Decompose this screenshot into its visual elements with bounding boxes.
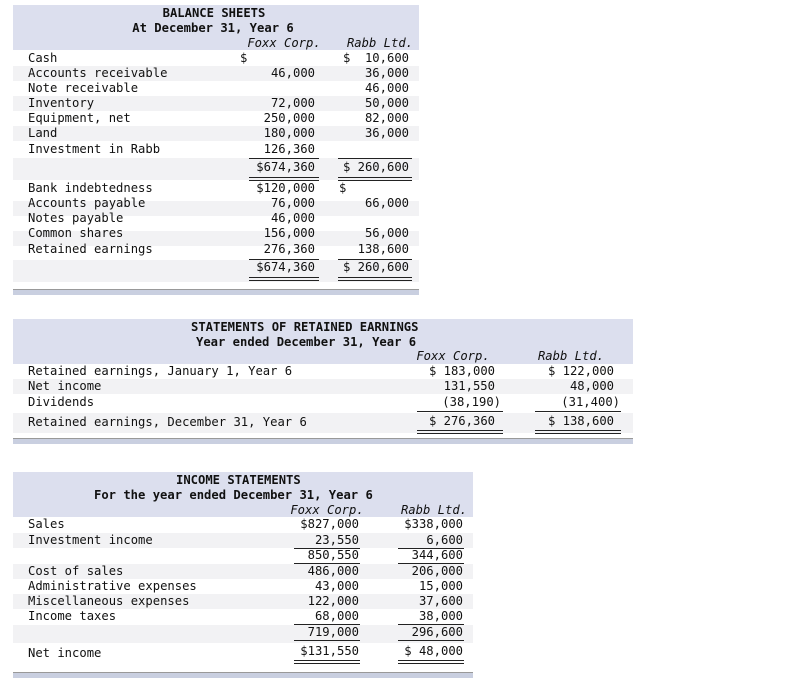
asset-label: Note receivable	[28, 81, 139, 95]
asset-foxx-value: 180,000	[263, 126, 315, 140]
panel-footer-bar	[13, 290, 419, 295]
asset-foxx-value: 126,360	[263, 142, 315, 156]
asset-label: Land	[28, 126, 58, 140]
liability-label: Common shares	[28, 226, 124, 240]
total-double-rule	[294, 660, 360, 664]
expense-foxx: 486,000	[307, 564, 359, 578]
re-row-rabb: (31,400)	[561, 395, 620, 409]
expense-total-foxx: 719,000	[307, 625, 359, 639]
expense-rabb: 37,600	[418, 594, 463, 608]
liability-foxx-value: 156,000	[263, 226, 315, 240]
re-row-foxx: $ 183,000	[428, 364, 495, 378]
net-income-foxx: $131,550	[300, 644, 359, 658]
liability-rabb-value: 66,000	[364, 196, 409, 210]
asset-foxx-value: 250,000	[263, 111, 315, 125]
expense-foxx: 43,000	[314, 579, 359, 593]
liability-label: Bank indebtedness	[28, 181, 153, 195]
liability-foxx-value: 46,000	[270, 211, 315, 225]
re-row-foxx: 131,550	[443, 379, 495, 393]
asset-rabb-value: 36,000	[364, 126, 409, 140]
retained-earnings-panel	[13, 319, 633, 447]
asset-rabb-value: 46,000	[364, 81, 409, 95]
asset-label: Accounts receivable	[28, 66, 168, 80]
balance-sheet-col-foxx: Foxx Corp.	[247, 36, 321, 50]
asset-label: Inventory	[28, 96, 95, 110]
balance-sheet-col-rabb: Rabb Ltd.	[346, 36, 414, 50]
asset-foxx-value: $	[240, 51, 248, 65]
liability-rabb-value: 56,000	[364, 226, 409, 240]
liability-foxx-value: $120,000	[256, 181, 315, 195]
expense-rabb: 206,000	[411, 564, 463, 578]
expense-label: Income taxes	[28, 609, 117, 623]
asset-rabb-value: $ 10,600	[342, 51, 409, 65]
liability-foxx-value: 76,000	[270, 196, 315, 210]
income-statement-title: INCOME STATEMENTS	[176, 473, 301, 487]
asset-label: Equipment, net	[28, 111, 131, 125]
subtotal-rule	[249, 158, 319, 159]
total-double-rule	[398, 660, 464, 664]
expense-total-rabb: 296,600	[411, 625, 463, 639]
asset-rabb-value: 36,000	[364, 66, 409, 80]
balance-sheet-panel	[13, 5, 419, 295]
liability-label: Retained earnings	[28, 242, 153, 256]
total-double-rule	[249, 277, 319, 281]
retained-earnings-subtitle: Year ended December 31, Year 6	[196, 335, 417, 349]
subtotal-rule	[535, 411, 621, 412]
asset-rabb-value: 82,000	[364, 111, 409, 125]
liability-rabb-value: 138,600	[357, 242, 409, 256]
liability-rabb-value: $	[339, 181, 347, 195]
re-total-label: Retained earnings, December 31, Year 6	[28, 415, 307, 429]
asset-rabb-value: 50,000	[364, 96, 409, 110]
asset-label: Investment in Rabb	[28, 142, 161, 156]
balance-sheet-title: BALANCE SHEETS	[162, 6, 266, 20]
revenue-rabb: 6,600	[426, 533, 463, 547]
subtotal-rule	[398, 640, 464, 641]
revenue-foxx: 23,550	[314, 533, 359, 547]
asset-foxx-value: 46,000	[270, 66, 315, 80]
expense-label: Miscellaneous expenses	[28, 594, 190, 608]
income-statement-col-foxx: Foxx Corp.	[290, 503, 364, 517]
net-income-label: Net income	[28, 646, 102, 660]
subtotal-rule	[294, 640, 360, 641]
total-double-rule	[535, 430, 621, 434]
panel-footer-bar	[13, 673, 473, 678]
expense-label: Cost of sales	[28, 564, 124, 578]
total-liabilities-foxx: $674,360	[256, 260, 315, 274]
revenue-total-rabb: 344,600	[411, 548, 463, 562]
liability-label: Notes payable	[28, 211, 124, 225]
revenue-label: Sales	[28, 517, 65, 531]
total-assets-rabb: $ 260,600	[342, 160, 409, 174]
expense-rabb: 38,000	[418, 609, 463, 623]
expense-foxx: 122,000	[307, 594, 359, 608]
re-total-rabb: $ 138,600	[547, 414, 614, 428]
subtotal-rule	[338, 158, 412, 159]
asset-label: Cash	[28, 51, 58, 65]
income-statement-panel	[13, 472, 473, 683]
total-liabilities-rabb: $ 260,600	[342, 260, 409, 274]
retained-earnings-col-rabb: Rabb Ltd.	[537, 349, 605, 363]
total-double-rule	[417, 430, 503, 434]
expense-foxx: 68,000	[314, 609, 359, 623]
balance-sheet-subtitle: At December 31, Year 6	[132, 21, 294, 35]
retained-earnings-col-foxx: Foxx Corp.	[416, 349, 490, 363]
expense-label: Administrative expenses	[28, 579, 197, 593]
re-row-rabb: $ 122,000	[547, 364, 614, 378]
re-row-rabb: 48,000	[569, 379, 614, 393]
panel-footer-bar	[13, 439, 633, 444]
re-row-foxx: (38,190)	[442, 395, 501, 409]
income-statement-subtitle: For the year ended December 31, Year 6	[94, 488, 373, 502]
re-row-label: Retained earnings, January 1, Year 6	[28, 364, 293, 378]
revenue-foxx: $827,000	[300, 517, 359, 531]
revenue-total-foxx: 850,550	[307, 548, 359, 562]
liability-foxx-value: 276,360	[263, 242, 315, 256]
re-total-foxx: $ 276,360	[428, 414, 495, 428]
retained-earnings-title: STATEMENTS OF RETAINED EARNINGS	[191, 320, 419, 334]
income-statement-col-rabb: Rabb Ltd.	[400, 503, 468, 517]
total-double-rule	[338, 277, 412, 281]
re-row-label: Dividends	[28, 395, 95, 409]
liability-label: Accounts payable	[28, 196, 146, 210]
subtotal-rule	[417, 411, 503, 412]
asset-foxx-value: 72,000	[270, 96, 315, 110]
re-row-label: Net income	[28, 379, 102, 393]
net-income-rabb: $ 48,000	[404, 644, 463, 658]
expense-rabb: 15,000	[418, 579, 463, 593]
revenue-rabb: $338,000	[404, 517, 463, 531]
revenue-label: Investment income	[28, 533, 153, 547]
total-assets-foxx: $674,360	[256, 160, 315, 174]
